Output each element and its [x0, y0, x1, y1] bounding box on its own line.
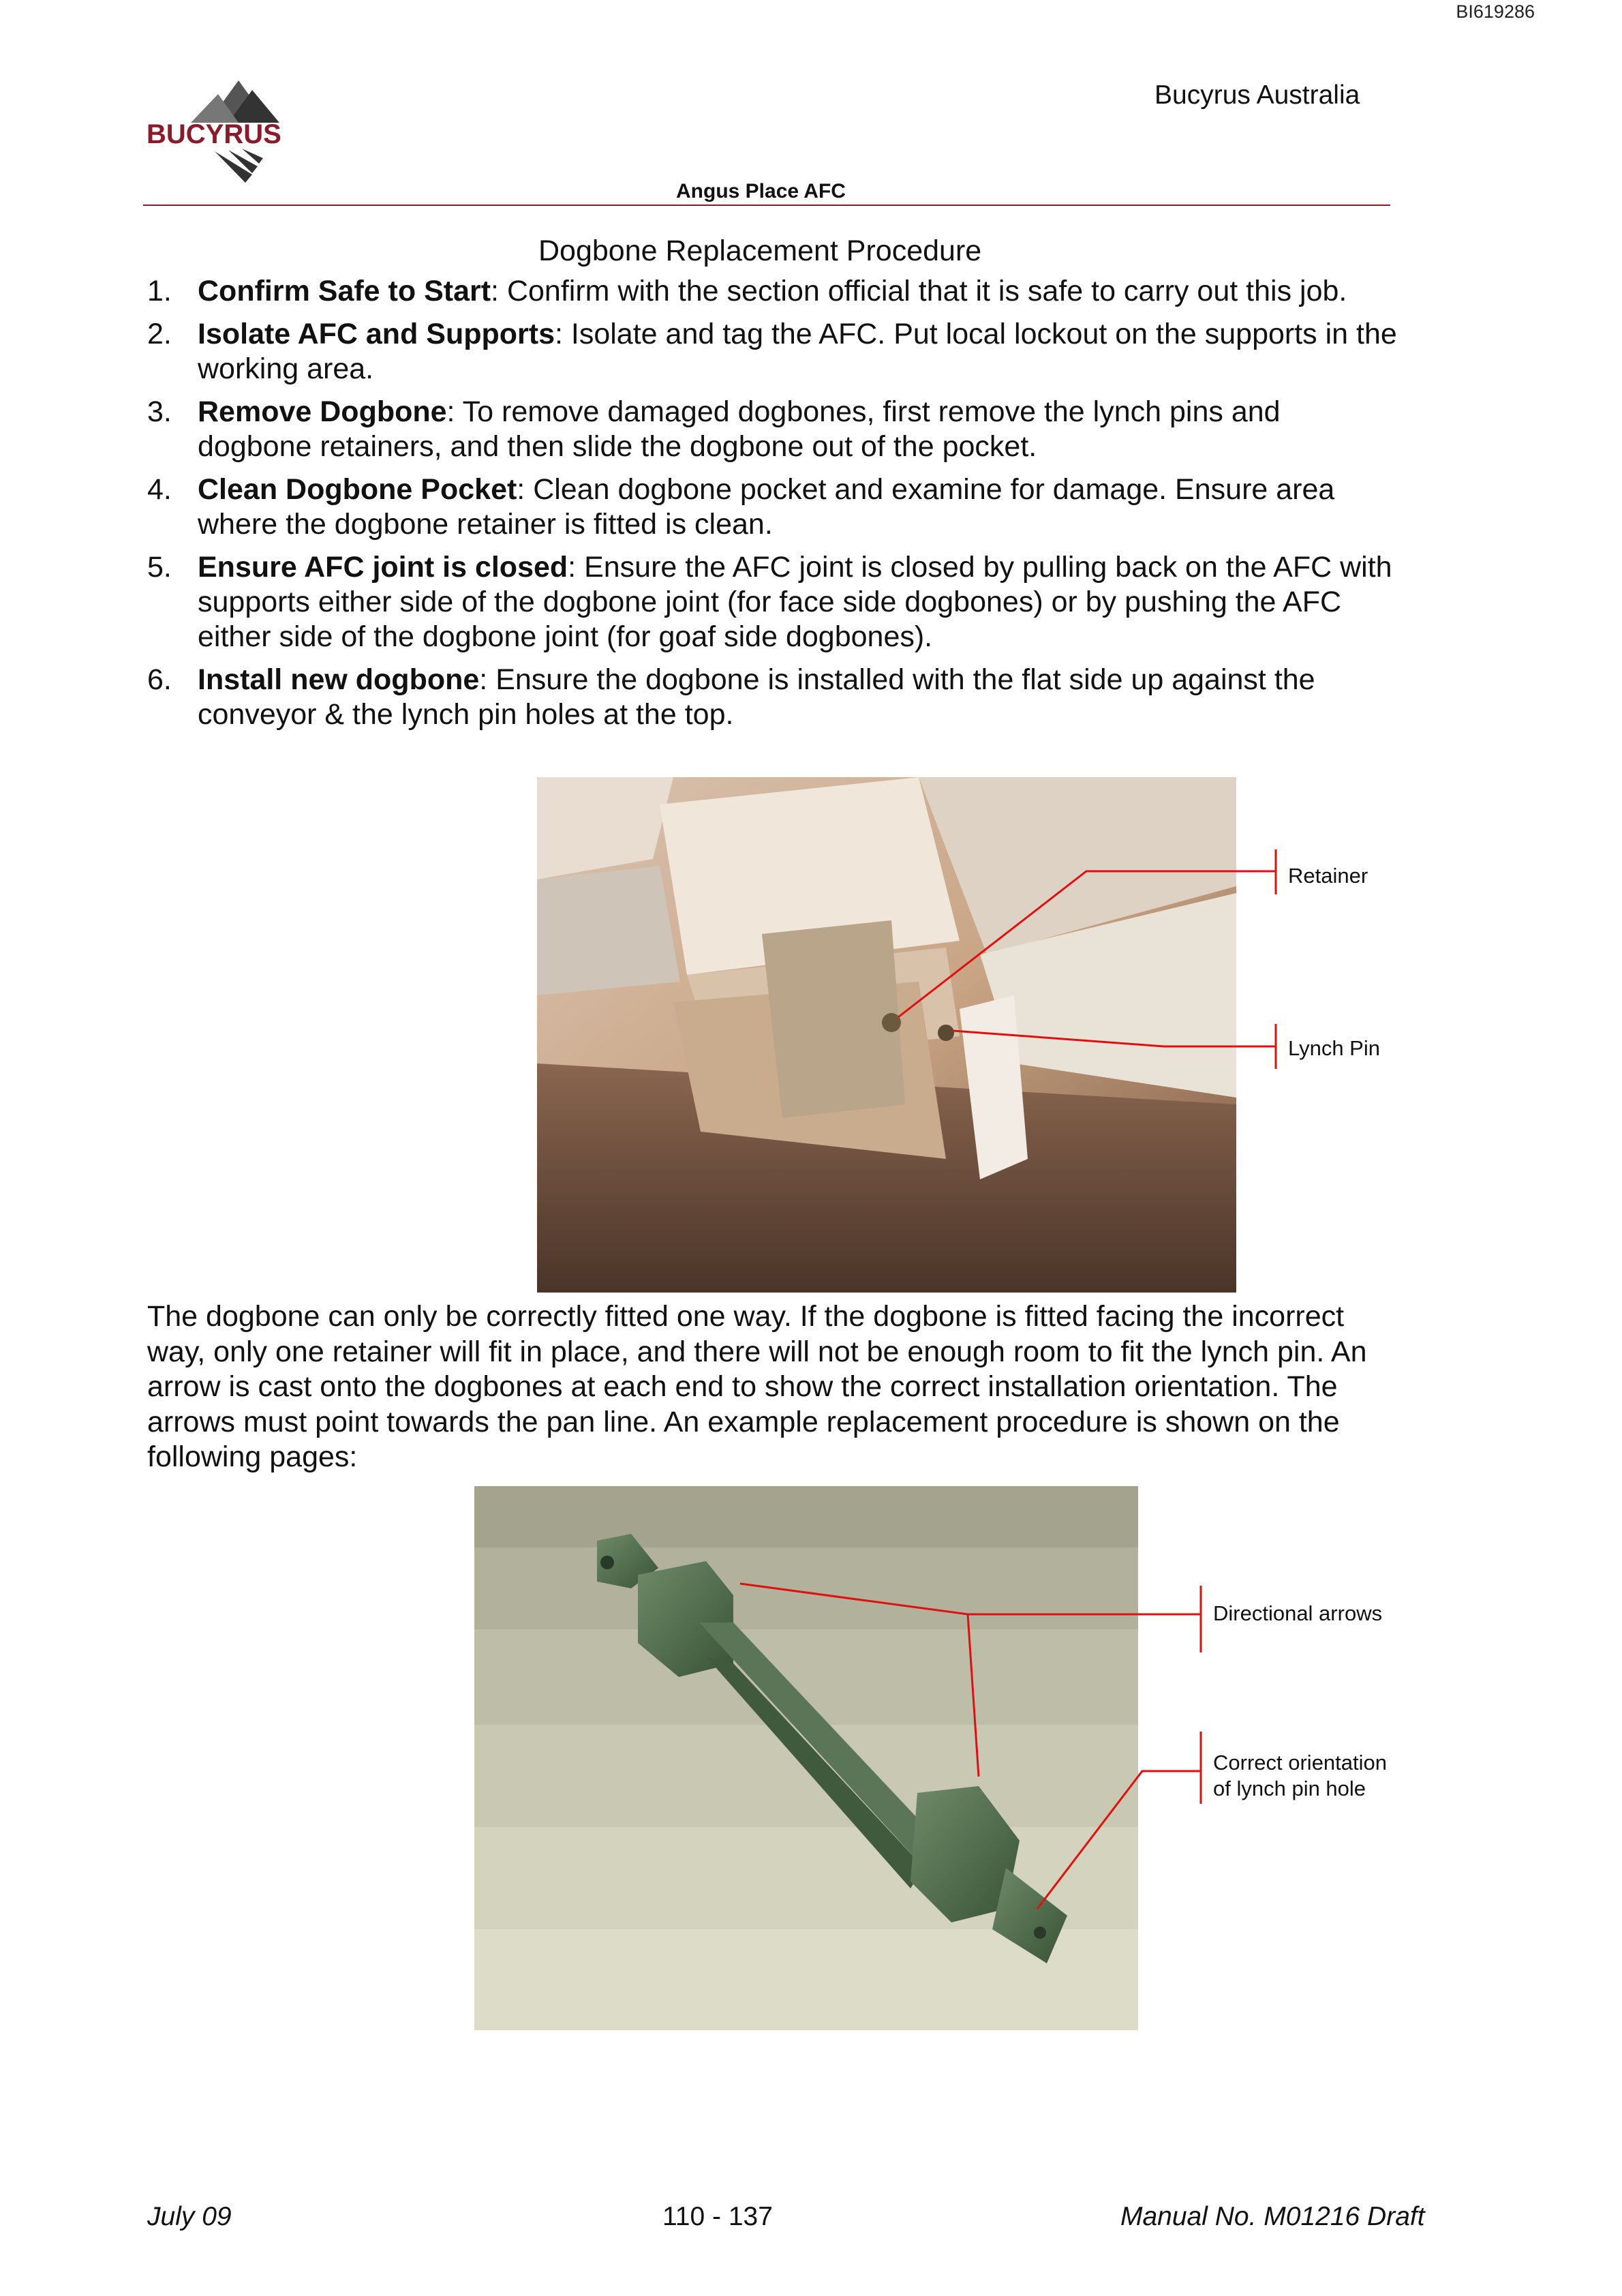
figure2-callout-lines	[474, 1486, 1292, 2030]
callout-retainer: Retainer	[1288, 864, 1368, 888]
document-id: BI619286	[1456, 1, 1535, 22]
callout-orientation-line2: of lynch pin hole	[1213, 1777, 1366, 1800]
step-item: 6. Install new dogbone: Ensure the dogbone is installed with the flat side up against the conveyor & the lynch pin holes at the top.	[147, 663, 1315, 731]
step-item: 3. Remove Dogbone: To remove damaged dogbones, first remove the lynch pins and dogbone retainers, and then slide the dogbone out of the pocket.	[147, 395, 1281, 463]
step-item: 5. Ensure AFC joint is closed: Ensure the AFC joint is closed by pulling back on the AFC with supports either side of the dogbone joint (for face side dogbones) or by pushing the AFC either side of the dogbone joint (for goaf side dogbones).	[147, 551, 1392, 653]
site-name: Angus Place AFC	[676, 180, 846, 202]
bucyrus-logo	[143, 74, 320, 183]
footer-date: July 09	[147, 2202, 232, 2231]
step-item: 4. Clean Dogbone Pocket: Clean dogbone pocket and examine for damage. Ensure area where the dogbone retainer is fitted is clean.	[147, 473, 1335, 541]
procedure-steps	[143, 274, 1397, 740]
header-rule	[143, 205, 1390, 206]
callout-directional-arrows: Directional arrows	[1213, 1601, 1383, 1625]
callout-lynch-pin: Lynch Pin	[1288, 1036, 1380, 1060]
body-paragraph: The dogbone can only be correctly fitted one way. If the dogbone is fitted facing the incorrect way, only one retainer will fit in place, and there will not be enough room to fit the lynch pin. An arrow is cast onto the dogbones at each end to show the correct installation orientation. The arrows must point towards the pan line. An example replacement procedure is shown on the following pages:	[147, 1300, 1367, 1473]
logo-text: BUCYRUS	[147, 119, 281, 149]
company-name: Bucyrus Australia	[1154, 80, 1360, 110]
footer-manual-number: Manual No. M01216 Draft	[1120, 2202, 1425, 2231]
figure1-callout-lines	[537, 777, 1314, 1293]
step-item: 1. Confirm Safe to Start: Confirm with the section official that it is safe to carry out this job.	[147, 275, 1347, 307]
callout-orientation-line1: Correct orientation	[1213, 1751, 1388, 1774]
footer-page-number: 110 - 137	[662, 2202, 773, 2231]
step-item: 2. Isolate AFC and Supports: Isolate and tag the AFC. Put local lockout on the supports in the working area.	[147, 318, 1397, 385]
page-title: Dogbone Replacement Procedure	[538, 235, 982, 267]
